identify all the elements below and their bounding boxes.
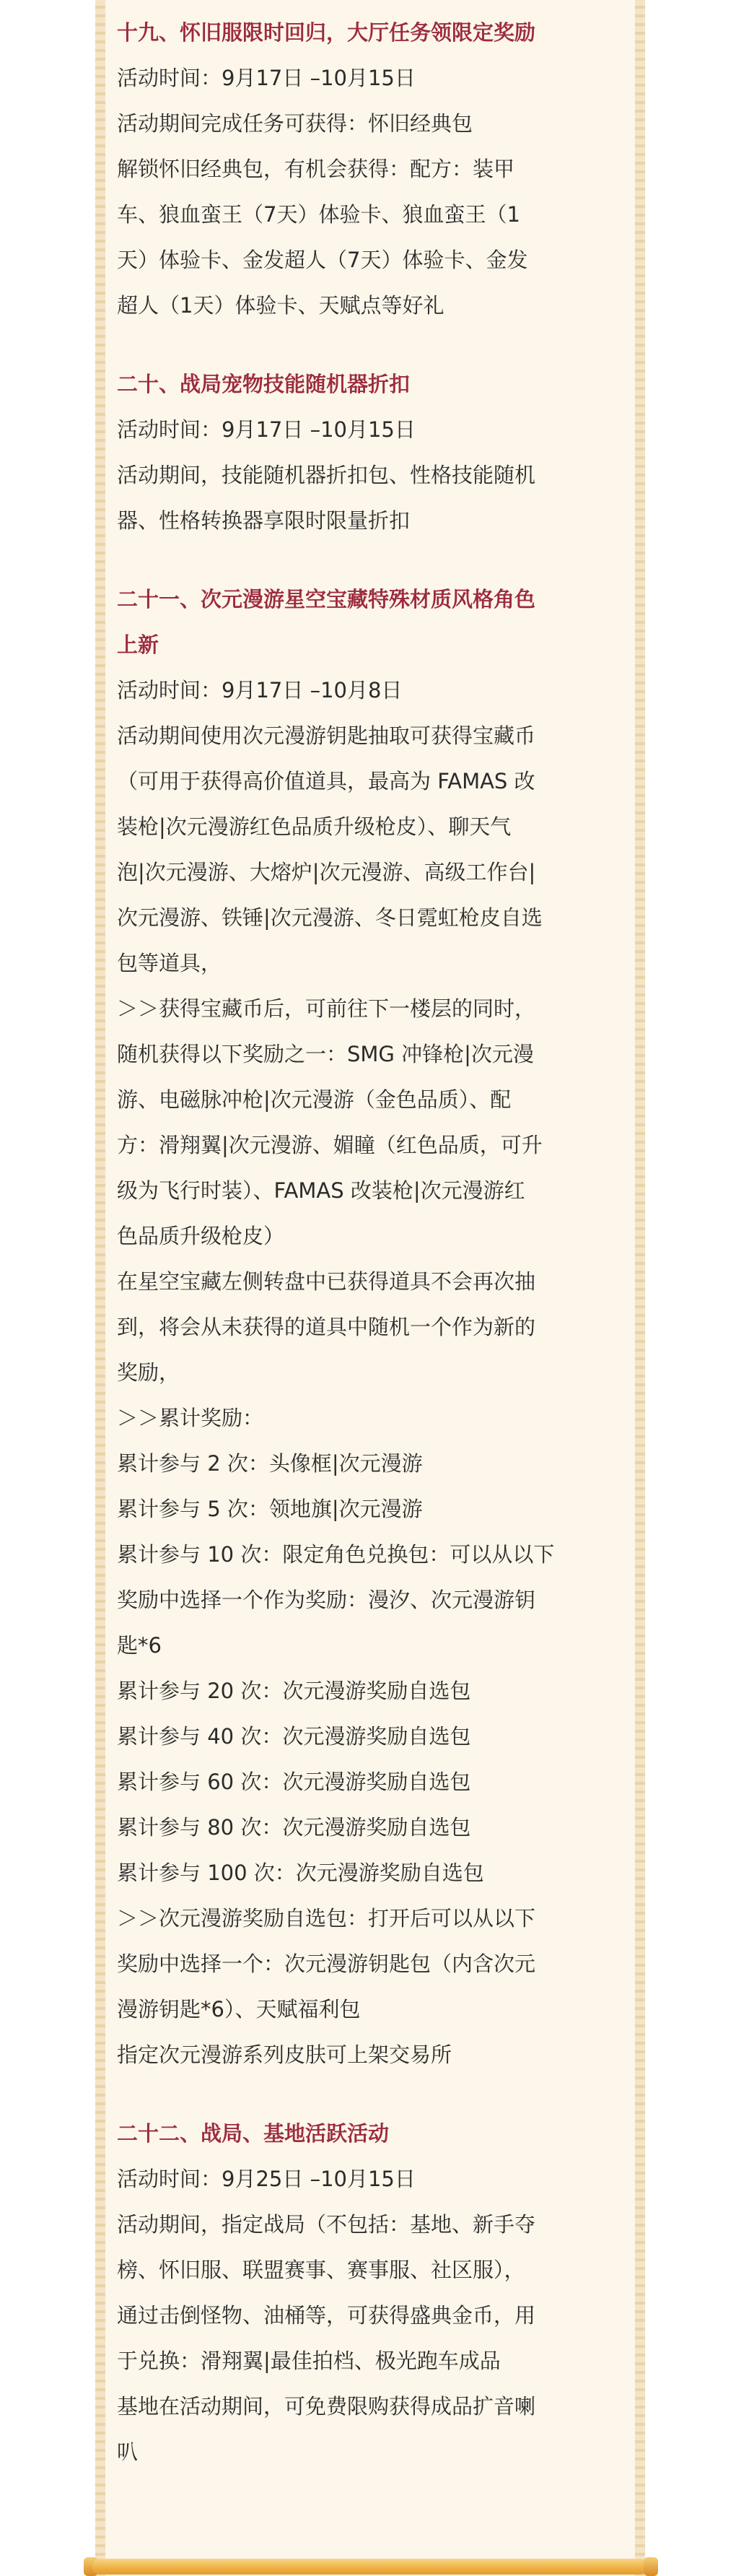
body-line: 累计参与 2 次：头像框|次元漫游: [117, 1451, 423, 1476]
body-line: 奖励中选择一个作为奖励：漫汐、次元漫游钥: [117, 1588, 536, 1612]
body-line: ＞＞累计奖励：: [117, 1406, 264, 1430]
scroll-rod: [92, 2559, 648, 2575]
body-line: 活动时间：9月17日 –10月15日: [117, 417, 416, 442]
body-line: 活动时间：9月17日 –10月8日: [117, 678, 403, 702]
section-21: [117, 577, 622, 2078]
body-line: 通过击倒怪物、油桶等，可获得盛典金币，用: [117, 2303, 536, 2328]
section-heading: 上新: [117, 632, 159, 657]
body-line: 天）体验卡、金发超人（7天）体验卡、金发: [117, 248, 528, 272]
body-line: （可用于获得高价值道具，最高为 FAMAS 改: [117, 769, 535, 793]
body-line: ＞＞获得宝藏币后，可前往下一楼层的同时，: [117, 996, 536, 1021]
body-line: 器、性格转换器享限时限量折扣: [117, 508, 411, 533]
section-heading: 二十一、次元漫游星空宝藏特殊材质风格角色: [117, 587, 536, 612]
body-line: 在星空宝藏左侧转盘中已获得道具不会再次抽: [117, 1269, 536, 1294]
body-line: 累计参与 100 次：次元漫游奖励自选包: [117, 1861, 484, 1885]
body-line: 活动时间：9月17日 –10月15日: [117, 66, 416, 90]
body-line: 于兑换：滑翔翼|最佳拍档、极光跑车成品: [117, 2349, 501, 2373]
body-line: 活动期间，技能随机器折扣包、性格技能随机: [117, 463, 536, 487]
body-line: 累计参与 5 次：领地旗|次元漫游: [117, 1497, 423, 1521]
body-line: 装枪|次元漫游红色品质升级枪皮）、聊天气: [117, 814, 512, 839]
section-heading: 二十二、战局、基地活跃活动: [117, 2121, 390, 2146]
body-line: 活动期间使用次元漫游钥匙抽取可获得宝藏币: [117, 723, 536, 748]
body-line: 累计参与 20 次：次元漫游奖励自选包: [117, 1679, 471, 1703]
body-line: 累计参与 60 次：次元漫游奖励自选包: [117, 1770, 471, 1794]
scroll-rod-right-cap: [644, 2557, 658, 2576]
body-line: 累计参与 10 次：限定角色兑换包：可以从以下: [117, 1542, 555, 1567]
body-line: 匙*6: [117, 1633, 162, 1658]
body-line: 超人（1天）体验卡、天赋点等好礼: [117, 293, 444, 318]
body-line: 次元漫游、铁锤|次元漫游、冬日霓虹枪皮自选: [117, 905, 543, 930]
body-line: 级为飞行时装）、FAMAS 改装枪|次元漫游红: [117, 1178, 525, 1203]
section-19: [117, 10, 622, 328]
body-line: 方：滑翔翼|次元漫游、媚瞳（红色品质，可升: [117, 1133, 543, 1157]
section-heading: 十九、怀旧服限时回归，大厅任务领限定奖励: [117, 20, 536, 45]
body-line: ＞＞次元漫游奖励自选包：打开后可以从以下: [117, 1906, 536, 1931]
body-line: 漫游钥匙*6）、天赋福利包: [117, 1997, 361, 2022]
body-line: 泡|次元漫游、大熔炉|次元漫游、高级工作台|: [117, 860, 536, 884]
scroll-left-edge: [95, 0, 105, 2576]
body-line: 包等道具，: [117, 951, 222, 975]
body-line: 叭: [117, 2440, 139, 2464]
section-22: [117, 2111, 622, 2475]
article-content: [117, 10, 622, 2508]
body-line: 活动期间完成任务可获得：怀旧经典包: [117, 111, 473, 136]
body-line: 指定次元漫游系列皮肤可上架交易所: [117, 2042, 452, 2067]
body-line: 游、电磁脉冲枪|次元漫游（金色品质）、配: [117, 1087, 512, 1112]
body-line: 活动期间，指定战局（不包括：基地、新手夺: [117, 2212, 536, 2237]
section-heading: 二十、战局宠物技能随机器折扣: [117, 372, 411, 396]
body-line: 到，将会从未获得的道具中随机一个作为新的: [117, 1315, 536, 1339]
body-line: 奖励，: [117, 1360, 180, 1385]
body-line: 色品质升级枪皮）: [117, 1224, 285, 1248]
body-line: 活动时间：9月25日 –10月15日: [117, 2167, 416, 2191]
body-line: 解锁怀旧经典包，有机会获得：配方：装甲: [117, 157, 515, 181]
body-line: 累计参与 40 次：次元漫游奖励自选包: [117, 1724, 471, 1749]
scroll-right-edge: [635, 0, 645, 2576]
body-line: 基地在活动期间，可免费限购获得成品扩音喇: [117, 2394, 536, 2419]
section-20: [117, 362, 622, 544]
body-line: 随机获得以下奖励之一：SMG 冲锋枪|次元漫: [117, 1042, 534, 1066]
body-line: 奖励中选择一个：次元漫游钥匙包（内含次元: [117, 1951, 536, 1976]
body-line: 榜、怀旧服、联盟赛事、赛事服、社区服），: [117, 2258, 525, 2282]
body-line: 车、狼血蛮王（7天）体验卡、狼血蛮王（1: [117, 202, 520, 227]
body-line: 累计参与 80 次：次元漫游奖励自选包: [117, 1815, 471, 1840]
